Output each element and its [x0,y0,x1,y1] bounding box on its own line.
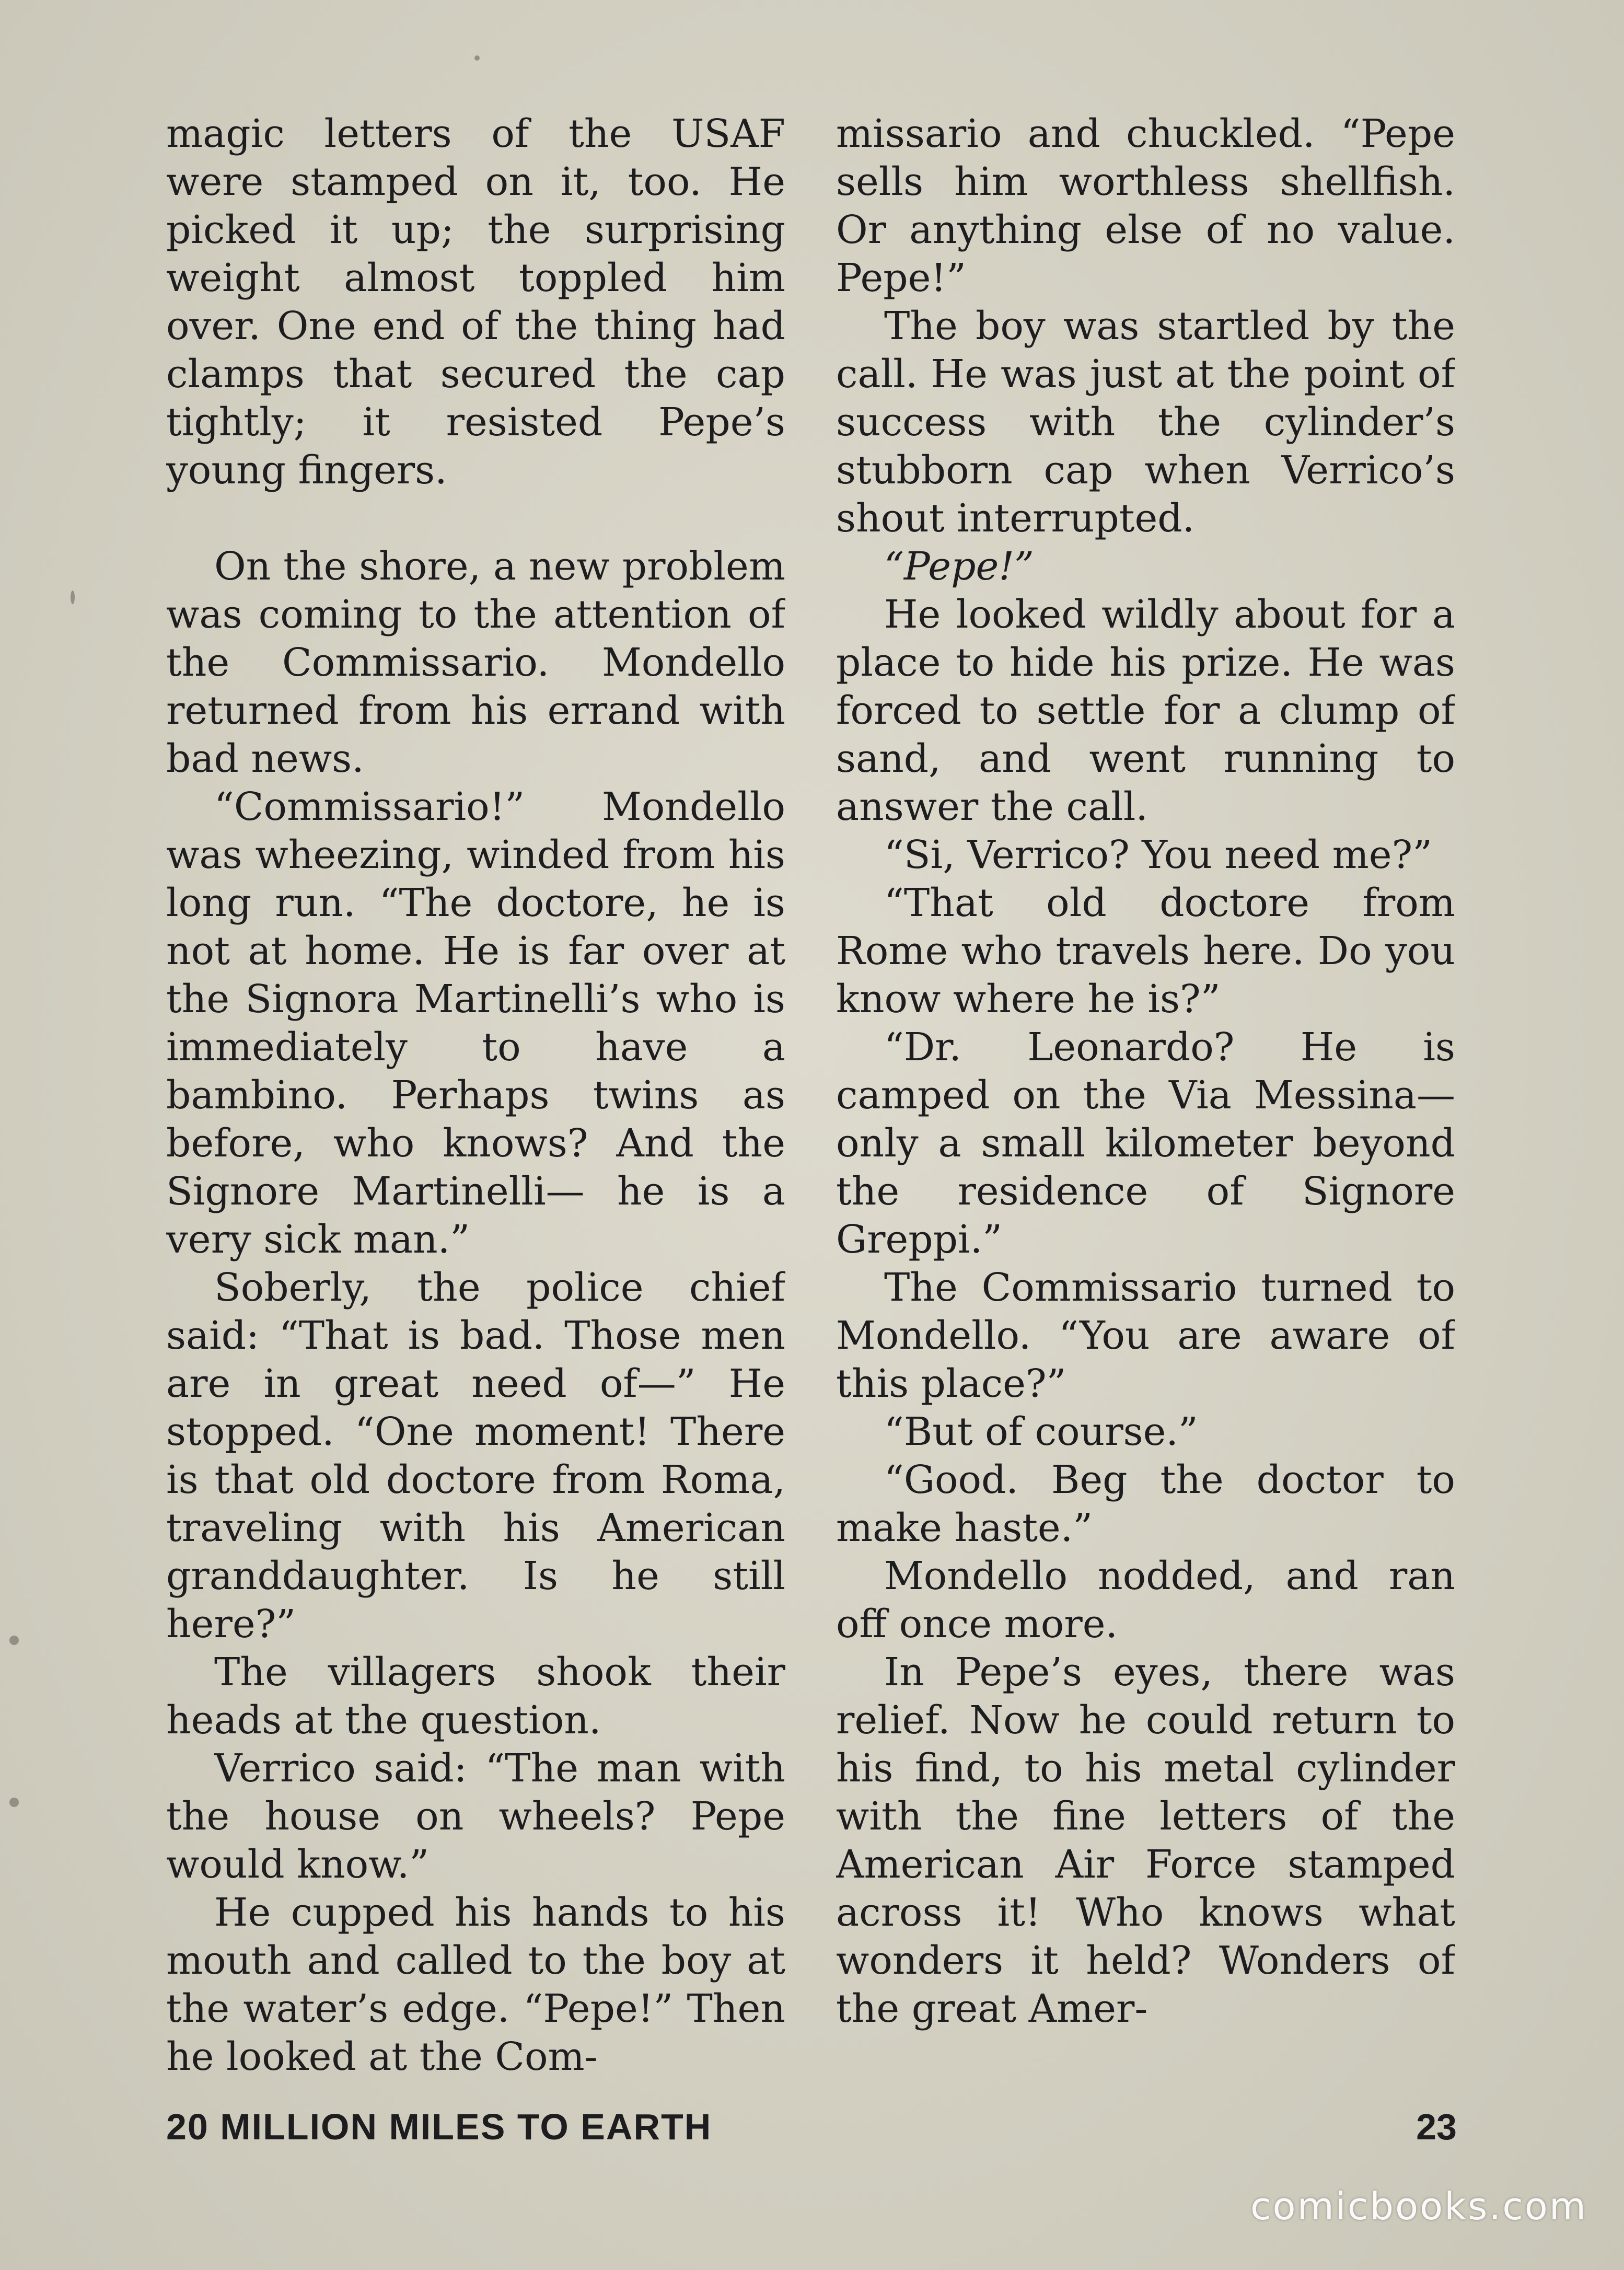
running-footer-title: 20 MILLION MILES TO EARTH [166,2106,712,2147]
paragraph: Soberly, the police chief said: “That is bad. Those men are in great need of—” He stopped. “One moment! There is that old doctore from Roma, traveling with his American granddaughter. Is he still here?” [166,1265,785,1647]
paragraph: On the shore, a new problem was coming to the attention of the Commissario. Mondello returned from his errand with bad news. [166,544,785,781]
paragraph: “Commissario!” Mondello was wheezing, winded from his long run. “The doctore, he is not at home. He is far over at the Signora Martinelli’s who is immediately to have a bambino. Perhaps twins as before, who knows? And the Signore Martinelli— he is a very sick man.” [166,784,785,1262]
paragraph: He cupped his hands to his mouth and called to the boy at the water’s edge. “Pepe!” Then he looked at the Com- [166,1890,785,2079]
paragraph: magic letters of the USAF were stamped on it, too. He picked it up; the surprising weight almost toppled him over. One end of the thing had clamps that secured the cap tightly; it resisted Pepe’s young fingers. [166,111,785,493]
paragraph: “Dr. Leonardo? He is camped on the Via Messina— only a small kilometer beyond the residence of Signore Greppi.” [836,1025,1455,1262]
edge-speck [474,55,480,61]
paragraph: “But of course.” [884,1409,1198,1454]
paragraph: In Pepe’s eyes, there was relief. Now he could return to his find, to his metal cylinder with the fine letters of the American Air Force stamped across it! Who knows what wonders it held? Wonders of the great Amer- [836,1650,1455,2031]
edge-speck [9,1798,19,1807]
paragraph: He looked wildly about for a place to hide his prize. He was forced to settle for a clump of sand, and went running to answer the call. [836,592,1455,829]
paragraph: “Pepe!” [884,544,1034,589]
paragraph: Mondello nodded, and ran off once more. [836,1554,1455,1647]
watermark: comicbooks.com [1250,2184,1587,2228]
paragraph: “That old doctore from Rome who travels here. Do you know where he is?” [836,881,1455,1022]
paragraph: Verrico said: “The man with the house on wheels? Pepe would know.” [166,1746,785,1887]
edge-speck [9,1636,19,1645]
paragraph: “Si, Verrico? You need me?” [884,832,1433,877]
paragraph: The villagers shook their heads at the question. [166,1650,785,1743]
left-text-column [166,110,785,2085]
paragraph: The boy was startled by the call. He was just at the point of success with the cylinder’s stubborn cap when Verrico’s shout interrupted. [836,304,1455,541]
paragraph: “Good. Beg the doctor to make haste.” [836,1457,1455,1550]
paragraph: missario and chuckled. “Pepe sells him worthless shellfish. Or anything else of no value. Pepe!” [836,111,1455,300]
edge-speck [71,590,75,604]
paragraph: The Commissario turned to Mondello. “You are aware of this place?” [836,1265,1455,1406]
right-text-column [836,110,1455,2085]
page-number: 23 [1416,2106,1457,2147]
